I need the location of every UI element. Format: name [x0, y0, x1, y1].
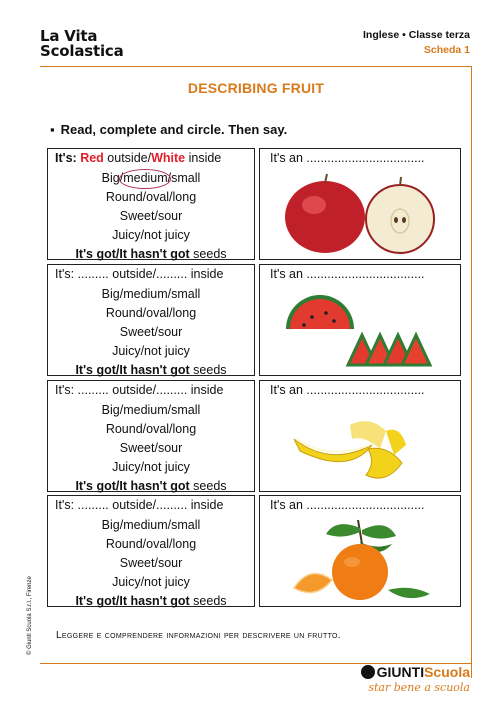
shape-option[interactable]: Round/oval/long — [105, 190, 197, 204]
taste-option[interactable]: Sweet/sour — [119, 325, 183, 339]
colour-line[interactable]: It's: ......... outside/......... inside — [55, 267, 224, 281]
watermelon-icon — [282, 289, 442, 371]
answer-box — [259, 380, 461, 492]
header-info — [363, 28, 470, 58]
taste-option[interactable]: Sweet/sour — [119, 441, 183, 455]
tangerine-icon — [280, 514, 450, 606]
fruit-card-1 — [47, 148, 461, 260]
options-list — [48, 285, 254, 380]
frame-side-rule — [471, 66, 472, 678]
seeds-option[interactable]: It's got/It hasn't got seeds — [75, 479, 227, 493]
answer-box — [259, 264, 461, 376]
brand-logo — [40, 29, 124, 59]
juice-option[interactable]: Juicy/not juicy — [112, 460, 190, 474]
answer-box — [259, 148, 461, 260]
answer-circle — [119, 169, 171, 189]
size-option[interactable]: Big/medium/small — [101, 518, 201, 532]
fruit-card-4 — [47, 495, 461, 607]
size-option[interactable]: Big/medium/small — [101, 171, 201, 185]
banana-icon — [290, 405, 440, 487]
colour-line: It's: Red outside/White inside — [55, 151, 222, 165]
taste-option[interactable]: Sweet/sour — [119, 556, 183, 570]
description-box — [47, 148, 255, 260]
taste-option[interactable]: Sweet/sour — [119, 209, 183, 223]
colour-line[interactable]: It's: ......... outside/......... inside — [55, 498, 224, 512]
size-option[interactable]: Big/medium/small — [101, 403, 201, 417]
juice-option[interactable]: Juicy/not juicy — [112, 228, 190, 242]
publisher-name: GIUNTIScuola — [361, 664, 470, 680]
publisher-slogan: star bene a scuola — [368, 681, 470, 694]
description-box — [47, 495, 255, 607]
juice-option[interactable]: Juicy/not juicy — [112, 344, 190, 358]
sheet-label: Scheda 1 — [423, 44, 470, 56]
instruction-text: Read, complete and circle. Then say. — [60, 122, 288, 137]
juice-option[interactable]: Juicy/not juicy — [112, 575, 190, 589]
fruit-card-3 — [47, 380, 461, 492]
answer-outside: Red — [80, 151, 104, 165]
answer-box — [259, 495, 461, 607]
options-list — [48, 516, 254, 611]
giunti-g-icon — [361, 665, 375, 679]
bullet-icon: ▪ — [50, 122, 55, 137]
colour-line[interactable]: It's: ......... outside/......... inside — [55, 383, 224, 397]
description-box — [47, 264, 255, 376]
seeds-option[interactable]: It's got/It hasn't got seeds — [75, 594, 227, 608]
seeds-option[interactable]: It's got/It hasn't got seeds — [75, 363, 227, 377]
fruit-name-blank[interactable]: It's an .................................. — [270, 383, 425, 397]
fruit-card-2 — [47, 264, 461, 376]
subject-label: Inglese • Classe terza — [363, 29, 470, 41]
shape-option[interactable]: Round/oval/long — [105, 306, 197, 320]
publisher-logo — [361, 664, 470, 694]
options-list — [48, 401, 254, 496]
brand-line1: La Vita — [40, 27, 98, 45]
page-title: DESCRIBING FRUIT — [187, 80, 325, 96]
size-option[interactable]: Big/medium/small — [101, 287, 201, 301]
fruit-name-blank[interactable]: It's an .................................. — [270, 151, 425, 165]
brand-line2: Scolastica — [40, 42, 124, 60]
copyright-text: © Giunti Scuola S.r.l., Firenze — [27, 576, 33, 655]
frame-top-rule — [40, 66, 472, 67]
shape-option[interactable]: Round/oval/long — [105, 537, 197, 551]
shape-option[interactable]: Round/oval/long — [105, 422, 197, 436]
seeds-option[interactable]: It's got/It hasn't got seeds — [75, 247, 227, 261]
description-box — [47, 380, 255, 492]
instruction — [50, 122, 287, 137]
learning-objective: Leggere e comprendere informazioni per descrivere un frutto. — [56, 630, 341, 641]
fruit-name-blank[interactable]: It's an .................................. — [270, 267, 425, 281]
apple-icon — [270, 171, 455, 257]
answer-inside: White — [151, 151, 186, 165]
fruit-name-blank[interactable]: It's an .................................. — [270, 498, 425, 512]
